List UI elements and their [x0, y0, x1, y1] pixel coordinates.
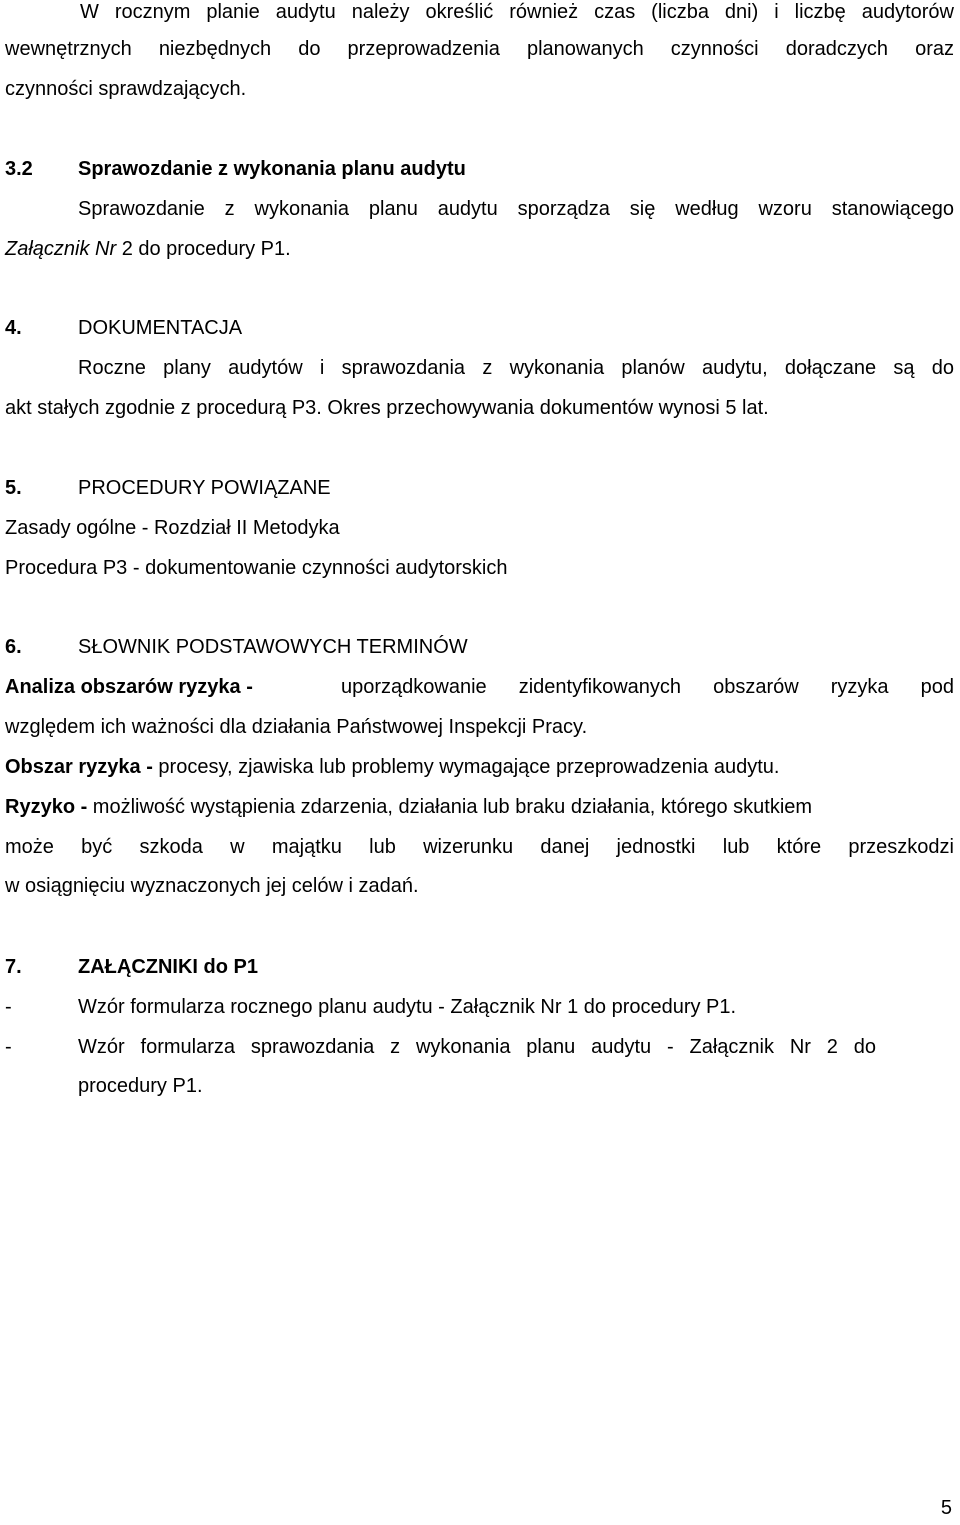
term-1-line-2: względem ich ważności dla działania Państwowej Inspekcji Pracy. [5, 716, 588, 738]
intro-line-3: czynności sprawdzających. [5, 78, 247, 100]
section-3-2-number: 3.2 [5, 158, 33, 180]
section-7-title: ZAŁĄCZNIKI do P1 [78, 956, 258, 978]
section-3-2-line-2 [5, 237, 291, 261]
attachment-1-text: Wzór formularza rocznego planu audytu - Załącznik Nr 1 do procedury P1. [78, 996, 737, 1018]
section-4-number: 4. [5, 317, 22, 339]
section-5-line-1: Zasady ogólne - Rozdział II Metodyka [5, 517, 340, 539]
intro-line-1: W rocznym planie audytu należy określić również czas (liczba dni) i liczbę audytorów [80, 1, 954, 23]
section-4-title: DOKUMENTACJA [78, 317, 243, 339]
page-number: 5 [940, 1497, 952, 1519]
intro-line-2: wewnętrznych niezbędnych do przeprowadzenia planowanych czynności doradczych oraz [5, 38, 954, 60]
attachment-1-dash: - [5, 996, 12, 1018]
section-6-number: 6. [5, 636, 22, 658]
section-5-number: 5. [5, 477, 22, 499]
section-5-title: PROCEDURY POWIĄZANE [78, 477, 331, 499]
term-1-line-1: uporządkowanie zidentyfikowanych obszarów ryzyka pod [341, 676, 954, 698]
section-3-2-line-1: Sprawozdanie z wykonania planu audytu sporządza się według wzoru stanowiącego [78, 198, 954, 220]
section-3-2-attachment-ref: Załącznik Nr [5, 238, 117, 260]
section-5-line-2: Procedura P3 - dokumentowanie czynności audytorskich [5, 557, 508, 579]
section-3-2-line-2-rest: 2 do procedury P1. [116, 238, 291, 260]
attachment-2-dash: - [5, 1036, 12, 1058]
term-3-line-1-text: możliwość wystąpienia zdarzenia, działania lub braku działania, którego skutkiem [87, 796, 813, 818]
term-3-line-3: w osiągnięciu wyznaczonych jej celów i zadań. [5, 875, 419, 897]
term-3-line-1 [5, 795, 954, 819]
term-2-label: Obszar ryzyka - [5, 756, 153, 778]
term-3-label: Ryzyko - [5, 796, 88, 818]
section-4-line-2: akt stałych zgodnie z procedurą P3. Okres przechowywania dokumentów wynosi 5 lat. [5, 397, 769, 419]
section-6-title: SŁOWNIK PODSTAWOWYCH TERMINÓW [78, 636, 468, 658]
term-2-text: procesy, zjawiska lub problemy wymagające przeprowadzenia audytu. [152, 756, 780, 778]
attachment-2-line-2: procedury P1. [78, 1075, 203, 1097]
term-1-label: Analiza obszarów ryzyka - [5, 676, 253, 698]
section-3-2-title: Sprawozdanie z wykonania planu audytu [78, 158, 466, 180]
term-2 [5, 755, 779, 779]
attachment-2-line-1: Wzór formularza sprawozdania z wykonania planu audytu - Załącznik Nr 2 do [78, 1036, 876, 1058]
section-4-line-1: Roczne plany audytów i sprawozdania z wykonania planów audytu, dołączane są do [78, 357, 954, 379]
section-7-number: 7. [5, 956, 22, 978]
term-3-line-2: może być szkoda w majątku lub wizerunku danej jednostki lub które przeszkodzi [5, 836, 954, 858]
